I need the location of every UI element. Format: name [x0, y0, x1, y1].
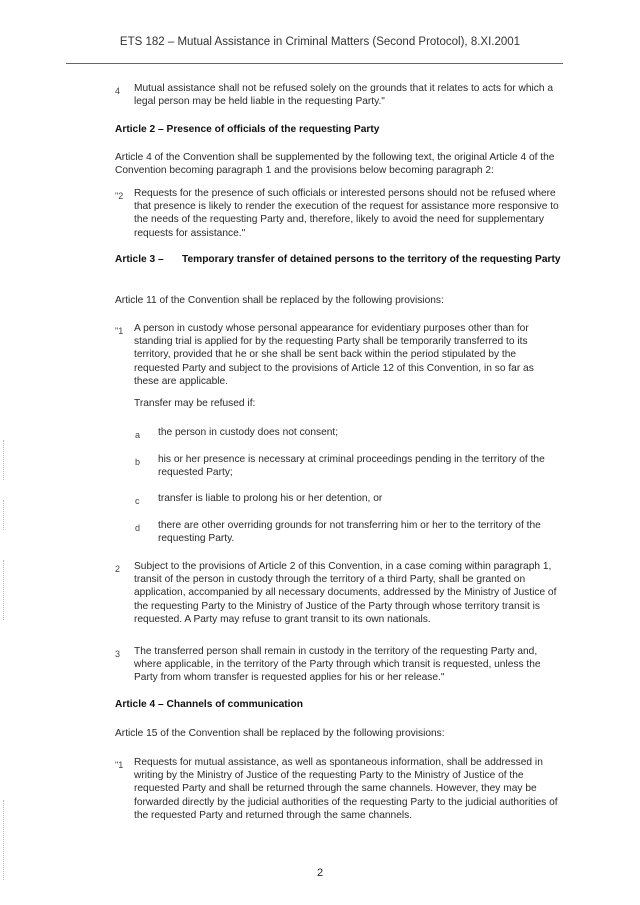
page-number: 2: [316, 867, 324, 879]
list-item-letter: a: [135, 430, 141, 440]
article-4-heading: Article 4 – Channels of communication: [115, 699, 303, 710]
article-3-label: Article 3 –: [115, 254, 164, 265]
refusal-intro: Transfer may be refused if:: [134, 398, 256, 409]
scan-margin-mark: [3, 800, 6, 880]
article-3-paragraph-2: Subject to the provisions of Article 2 of this Convention, in a case coming within paragraph 1, transit of the person in custody through the territory of a third Party, shall be granted on application, accompanied by all necessary documents, addressed by the Ministry of Justice of the requesting Party to the Ministry of Justice of the Party through whose territory transit is requested. A Party may refuse to grant transit to its own nationals.: [134, 561, 557, 625]
article-2-paragraph: Requests for the presence of such officials or interested persons should not be refused where that presence is likely to render the execution of the request for assistance more responsive to the needs of the requesting Party and, therefore, likely to avoid the need for supplementary requests for assistance.": [134, 188, 559, 239]
header-rule: [66, 63, 563, 64]
paragraph-number: "2: [115, 191, 124, 201]
article-3-intro: Article 11 of the Convention shall be replaced by the following provisions:: [115, 295, 444, 306]
list-item-text: transfer is liable to prolong his or her detention, or: [158, 493, 383, 504]
article-3-paragraph-3: The transferred person shall remain in custody in the territory of the requesting Party and, where applicable, in the territory of the Party through which transit is requested, unless the Party from whom transfer is requested applies for his or her release.": [134, 646, 541, 684]
list-item-text: there are other overriding grounds for not transferring him or her to the territory of the requesting Party.: [158, 520, 541, 545]
article-3-title: Temporary transfer of detained persons to the territory of the requesting Party: [182, 254, 561, 265]
paragraph-number: 3: [115, 649, 121, 659]
list-item-letter: b: [135, 457, 141, 467]
list-item-text: the person in custody does not consent;: [158, 427, 339, 438]
list-item-text: his or her presence is necessary at criminal proceedings pending in the territory of the requested Party;: [158, 454, 545, 479]
article-4-intro: Article 15 of the Convention shall be replaced by the following provisions:: [115, 728, 445, 739]
page-header: ETS 182 – Mutual Assistance in Criminal Matters (Second Protocol), 8.XI.2001: [119, 36, 521, 48]
article-3-paragraph-1: A person in custody whose personal appearance for evidentiary purposes other than for standing trial is applied for by the requesting Party shall be temporarily transferred to its territory, provided that he or she shall be sent back within the period stipulated by the requested Party and subject to the provisions of Article 12 of this Convention, in so far as these are applicable.: [134, 323, 534, 387]
scan-margin-mark: [3, 500, 6, 530]
paragraph-number: "1: [115, 326, 124, 336]
article-2-intro: Article 4 of the Convention shall be supplemented by the following text, the original Article 4 of the Convention becoming paragraph 1 and the provisions below becoming paragraph 2:: [115, 152, 555, 177]
item-text: Mutual assistance shall not be refused solely on the grounds that it relates to acts for which a legal person may be held liable in the requesting Party.": [134, 83, 554, 108]
paragraph-number: "1: [115, 760, 124, 770]
article-2-heading: Article 2 – Presence of officials of the requesting Party: [115, 124, 380, 135]
list-item-letter: d: [135, 523, 141, 533]
article-4-paragraph-1: Requests for mutual assistance, as well as spontaneous information, shall be addressed in writing by the Ministry of Justice of the requesting Party to the Ministry of Justice of the requested Party and shall be returned through the same channels. However, they may be forwarded directly by the judicial authorities of the requesting Party to the judicial authorities of the requested Party and returned through the same channels.: [134, 757, 558, 821]
item-number: 4: [115, 86, 121, 96]
scan-margin-mark: [3, 560, 6, 620]
list-item-letter: c: [135, 496, 140, 506]
paragraph-number: 2: [115, 564, 121, 574]
scan-margin-mark: [3, 440, 6, 480]
